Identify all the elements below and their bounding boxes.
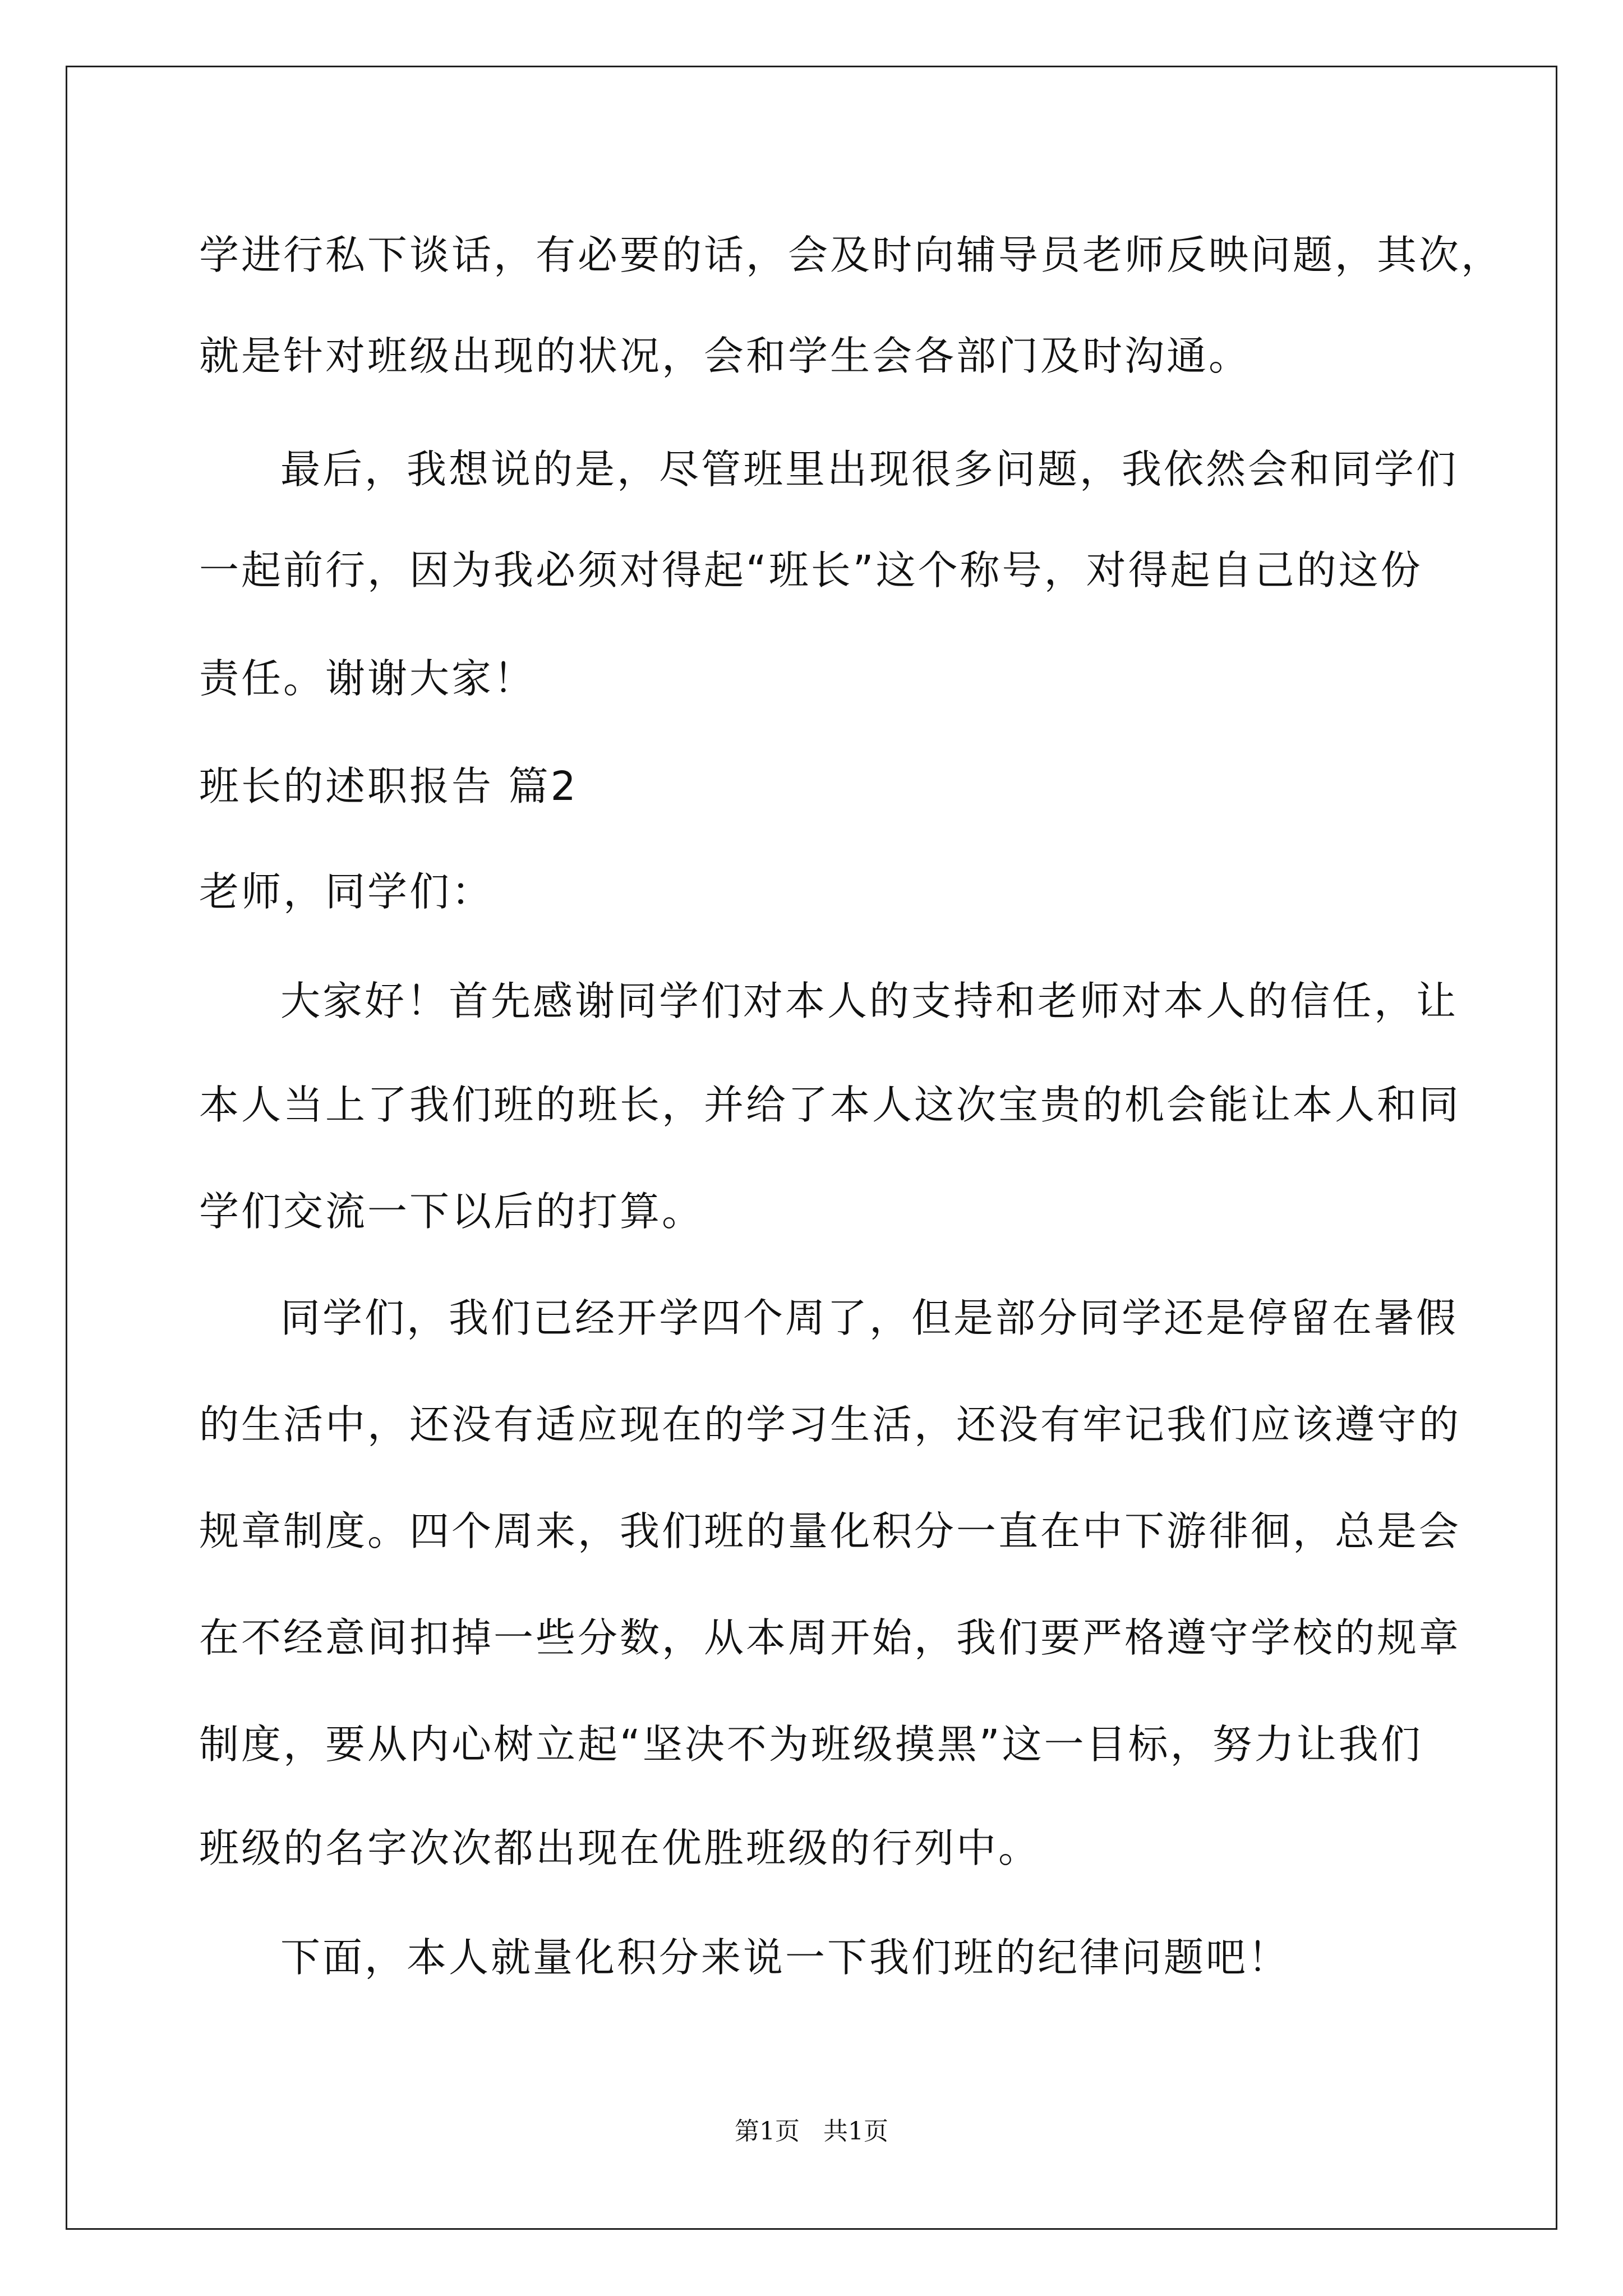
page-frame	[66, 66, 1557, 2230]
page-footer: 第1页 共1页	[735, 2117, 888, 2146]
text-line: 责任。谢谢大家！	[199, 655, 536, 702]
salutation: 老师，同学们：	[199, 868, 494, 915]
text-line: 下面，本人就量化积分来说一下我们班的纪律问题吧！	[280, 1934, 1290, 1981]
text-line: 班级的名字次次都出现在优胜班级的行列中。	[199, 1825, 1041, 1871]
text-line: 学进行私下谈话，有必要的话，会及时向辅导员老师反映问题，其次，	[199, 232, 1504, 278]
section-heading: 班长的述职报告 篇2	[199, 763, 578, 809]
text-line: 同学们，我们已经开学四个周了，但是部分同学还是停留在暑假	[280, 1295, 1459, 1341]
text-line: 本人当上了我们班的班长，并给了本人这次宝贵的机会能让本人和同	[199, 1082, 1461, 1128]
text-line: 学们交流一下以后的打算。	[199, 1188, 704, 1235]
text-line: 最后，我想说的是，尽管班里出现很多问题，我依然会和同学们	[280, 446, 1459, 493]
text-line: 一起前行，因为我必须对得起“班长”这个称号，对得起自己的这份	[199, 547, 1423, 593]
text-line: 大家好！首先感谢同学们对本人的支持和老师对本人的信任，让	[280, 978, 1459, 1024]
text-line: 在不经意间扣掉一些分数，从本周开始，我们要严格遵守学校的规章	[199, 1614, 1461, 1661]
text-line: 制度，要从内心树立起“坚决不为班级摸黑”这一目标，努力让我们	[199, 1721, 1423, 1768]
text-line: 的生活中，还没有适应现在的学习生活，还没有牢记我们应该遵守的	[199, 1401, 1461, 1448]
text-line: 规章制度。四个周来，我们班的量化积分一直在中下游徘徊，总是会	[199, 1508, 1461, 1554]
text-line: 就是针对班级出现的状况，会和学生会各部门及时沟通。	[199, 333, 1251, 379]
